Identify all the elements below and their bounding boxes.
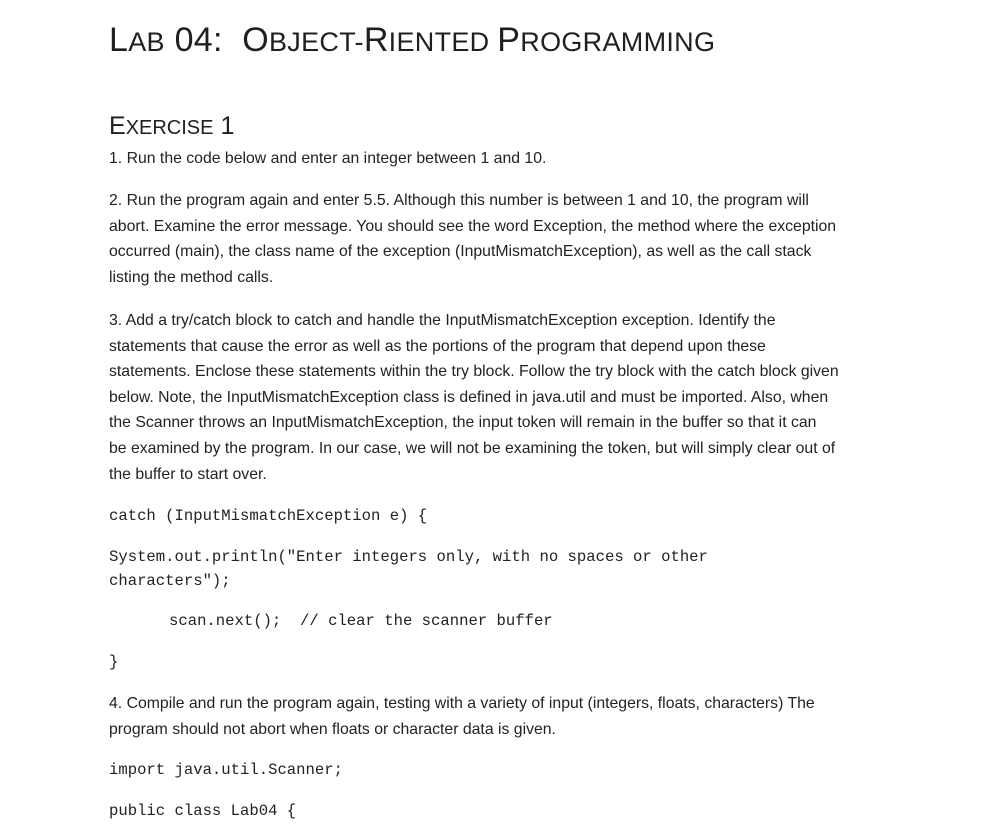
paragraph-line: abort. Examine the error message. You should see the word Exception, the method where the exception [109, 217, 837, 235]
code-println-continuation: characters"); [109, 572, 231, 590]
paragraph-line: below. Note, the InputMismatchException class is defined in java.util and must be imported. Also, when [109, 388, 829, 406]
step-2-paragraph [109, 188, 899, 290]
paragraph-line: statements that cause the error as well as the portions of the program that depend upon these [109, 337, 766, 355]
paragraph-line: program should not abort when floats or character data is given. [109, 720, 556, 738]
code-class-declaration: public class Lab04 { [109, 802, 297, 820]
paragraph-line: statements. Enclose these statements within the try block. Follow the try block with the catch block given [109, 363, 839, 381]
title-part: 04: [164, 21, 243, 59]
heading-part: E [109, 112, 126, 140]
step-3-paragraph [109, 308, 899, 487]
paragraph-line: the buffer to start over. [109, 465, 267, 483]
lab-title [109, 18, 715, 64]
paragraph-line: occurred (main), the class name of the exception (InputMismatchException), as well as the call stack [109, 243, 812, 261]
title-part: IENTED [388, 27, 498, 57]
paragraph-line: 2. Run the program again and enter 5.5. Although this number is between 1 and 10, the program will [109, 192, 809, 209]
paragraph-line: 3. Add a try/catch block to catch and handle the InputMismatchException exception. Identify the [109, 312, 776, 329]
title-part: P [497, 21, 521, 59]
code-closing-brace: } [109, 653, 119, 671]
title-part: L [109, 21, 129, 59]
paragraph-line: listing the method calls. [109, 268, 274, 286]
title-part: AB [128, 27, 165, 57]
title-part: R [363, 21, 389, 59]
paragraph-line: 4. Compile and run the program again, testing with a variety of input (integers, floats, characters) The [109, 695, 815, 712]
paragraph-line: 1. Run the code below and enter an integer between 1 and 10. [109, 150, 547, 167]
step-4-paragraph [109, 691, 899, 742]
heading-part: XERCISE [125, 117, 214, 139]
step-1-paragraph [109, 146, 899, 172]
title-part: O [242, 21, 269, 59]
heading-part: 1 [213, 112, 235, 140]
title-part: ROGRAMMING [520, 27, 716, 57]
code-import-line: import java.util.Scanner; [109, 761, 343, 779]
paragraph-line: the Scanner throws an InputMismatchException, the input token will remain in the buffer so that it can [109, 414, 817, 432]
title-part: BJECT- [269, 27, 364, 57]
paragraph-line: be examined by the program. In our case, we will not be examining the token, but will simply clear out of [109, 439, 836, 457]
code-println-line: System.out.println("Enter integers only, with no spaces or other [109, 548, 708, 566]
exercise-heading [109, 110, 234, 144]
code-catch-line: catch (InputMismatchException e) { [109, 507, 428, 525]
code-scan-next-line: scan.next(); // clear the scanner buffer [169, 612, 553, 630]
